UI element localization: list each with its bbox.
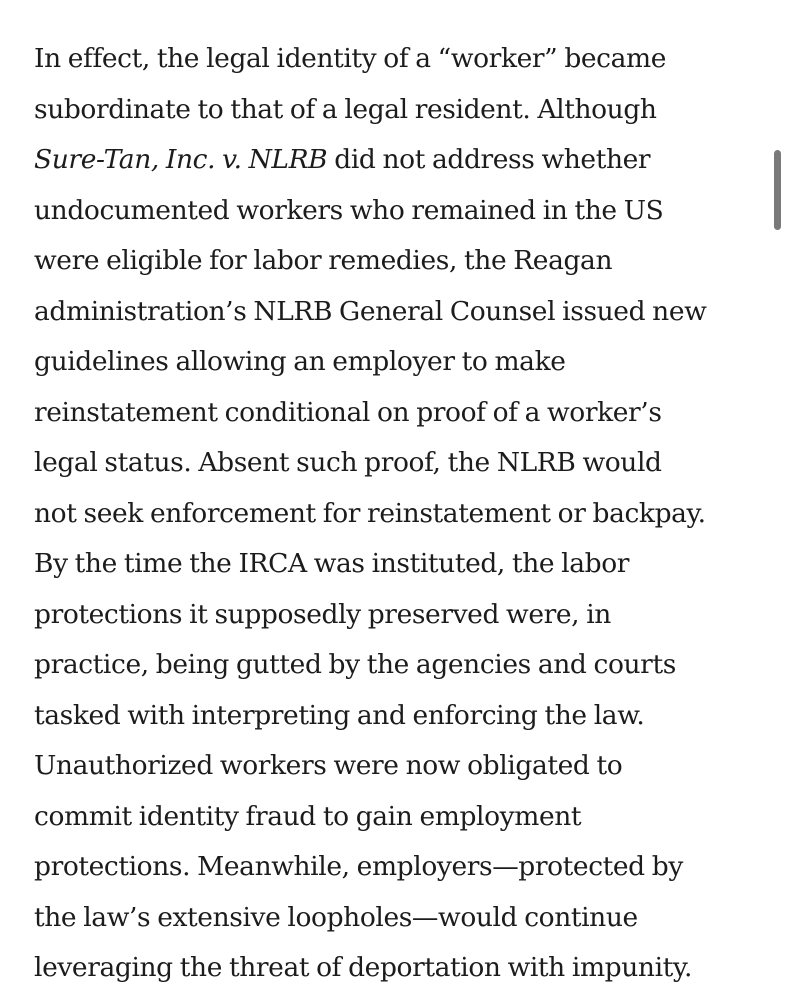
paragraph-line-1: In effect, the legal identity of a “worker” became [34,43,667,74]
paragraph-line-7: guidelines allowing an employer to make [34,346,566,377]
paragraph-line-4: undocumented workers who remained in the US [34,194,664,226]
paragraph-line-11: By the time the IRCA was instituted, the labor [34,548,630,579]
vertical-scrollbar-thumb[interactable] [774,150,781,230]
paragraph-line-6: administration’s NLRB General Counsel issued new [34,295,707,327]
paragraph-line-5: were eligible for labor remedies, the Reagan [34,245,613,276]
paragraph-line-18: the law’s extensive loopholes—would continue [34,901,638,933]
paragraph-line-3 [34,135,764,186]
case-name: Sure-Tan, Inc. v. NLRB [34,144,328,175]
paragraph-line-8: reinstatement conditional on proof of a worker’s [34,396,662,428]
paragraph-line-19: leveraging the threat of deportation with impunity. [34,952,692,983]
paragraph-line-10: not seek enforcement for reinstatement or backpay. [34,497,706,529]
paragraph-line-9: legal status. Absent such proof, the NLRB would [34,447,662,478]
paragraph-line-12: protections it supposedly preserved were, in [34,598,611,630]
paragraph-line-3-rest: did not address whether [327,144,651,175]
paragraph-line-17: protections. Meanwhile, employers—protected by [34,851,683,882]
paragraph-line-13: practice, being gutted by the agencies and courts [34,649,676,680]
article-paragraph [34,34,764,994]
paragraph-line-16: commit identity fraud to gain employment [34,800,582,832]
paragraph-line-14: tasked with interpreting and enforcing the law. [34,699,645,731]
paragraph-line-15: Unauthorized workers were now obligated to [34,750,623,781]
paragraph-line-2: subordinate to that of a legal resident. Although [34,93,657,125]
